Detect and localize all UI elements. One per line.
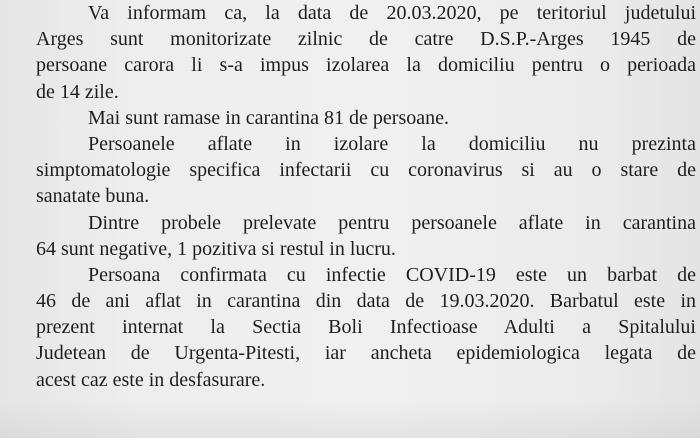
text-line: Persoana confirmata cu infectie COVID-19 este un barbat de — [88, 263, 696, 286]
text-line: Persoanele aflate in izolare la domiciliu nu prezinta — [88, 132, 696, 155]
text-line: prezent internat la Sectia Boli Infectioase Adulti a Spitalului — [36, 316, 696, 339]
paragraph-health-status — [36, 131, 700, 210]
text-line: de 14 zile. — [36, 80, 119, 103]
paragraph-monitoring — [36, 0, 700, 105]
text-line: acest caz este in desfasurare. — [36, 368, 266, 391]
paragraph-quarantine — [36, 105, 700, 131]
text-line: sanatate buna. — [36, 185, 150, 208]
text-line: Va informam ca, la data de 20.03.2020, pe teritoriul judetului — [88, 2, 696, 24]
text-line: 64 sunt negative, 1 pozitiva si restul in lucru. — [36, 237, 396, 260]
text-line: Dintre probele prelevate pentru persoanele aflate in carantina — [88, 211, 696, 234]
text-line: Arges sunt monitorizate zilnic de catre D.S.P.-Arges 1945 de — [36, 28, 696, 51]
paragraph-confirmed-case — [36, 262, 700, 393]
text-line: 46 de ani aflat in carantina din data de 19.03.2020. Barbatul este in — [36, 290, 696, 313]
document-body — [36, 0, 700, 393]
text-line: Judetean de Urgenta-Pitesti, iar ancheta epidemiologica legata de — [36, 342, 696, 365]
paragraph-test-samples — [36, 210, 700, 262]
text-line: Mai sunt ramase in carantina 81 de persoane. — [88, 106, 449, 129]
text-line: simptomatologie specifica infectarii cu coronavirus si au o stare de — [36, 159, 696, 182]
text-line: persoane carora li s-a impus izolarea la domiciliu pentru o perioada — [36, 54, 696, 77]
